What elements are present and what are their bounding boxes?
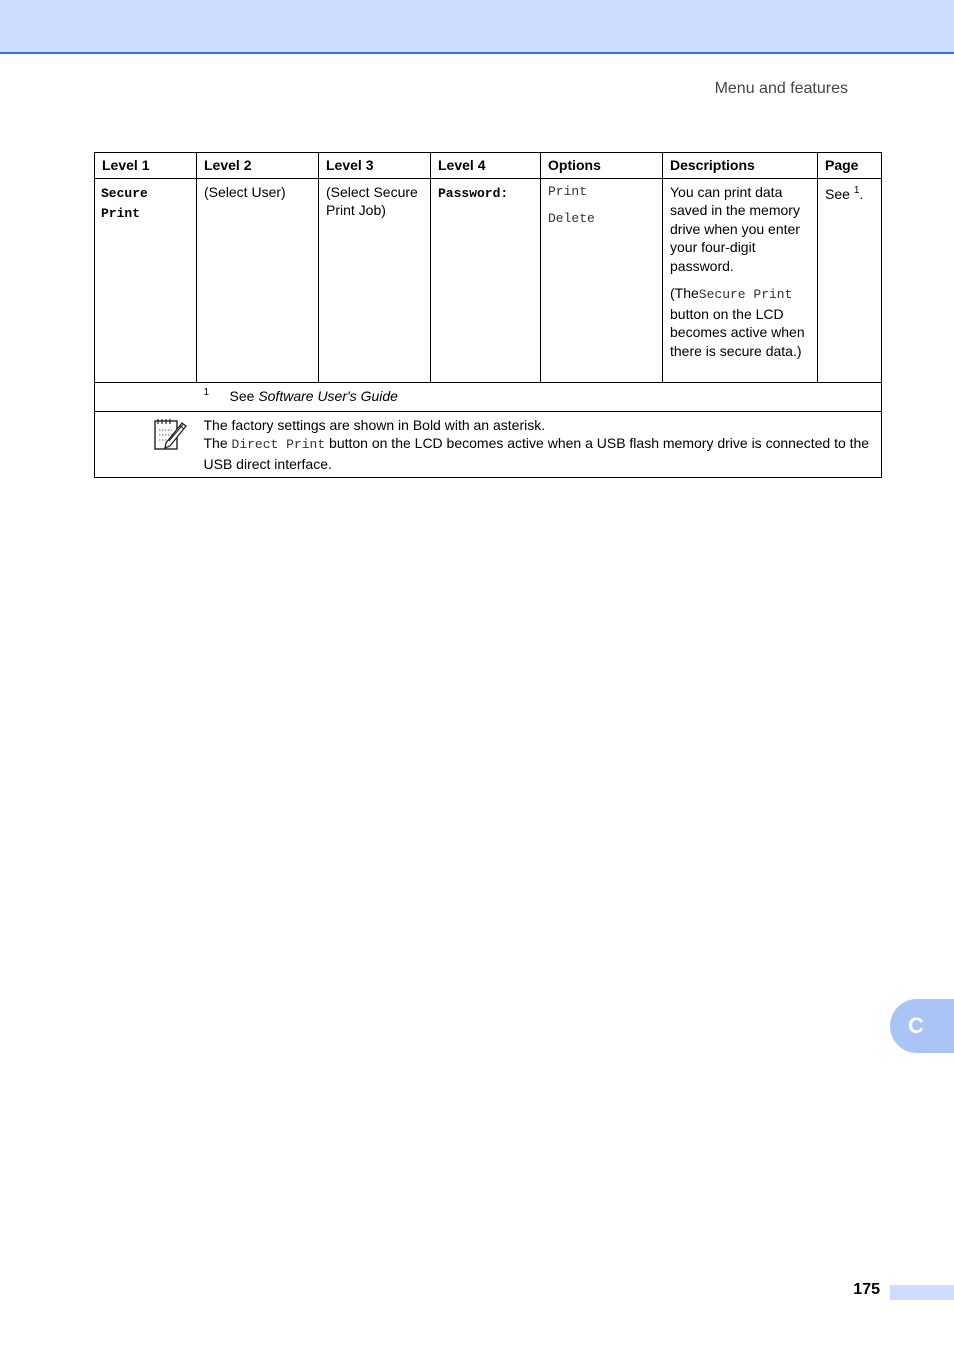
header-band — [0, 0, 954, 54]
note-line2-prefix: The — [203, 435, 232, 451]
page-number-bar — [890, 1285, 954, 1300]
footnote-prefix: See — [229, 387, 259, 404]
note-pencil-icon — [152, 416, 188, 452]
level4-value: Password: — [438, 185, 509, 201]
note-text-cell — [197, 411, 882, 478]
footnote-spacer — [95, 382, 197, 411]
note-line2-suffix: button on the LCD becomes active when a USB flash memory drive is connected to the USB direct interface. — [203, 435, 870, 472]
column-header-level1: Level 1 — [95, 153, 197, 179]
cell-level2: (Select User) — [197, 178, 319, 382]
column-header-page: Page — [818, 153, 882, 179]
column-header-descriptions: Descriptions — [663, 153, 818, 179]
page-ref-footnote: 1 — [853, 184, 860, 196]
cell-options — [541, 178, 663, 382]
page-ref-suffix: . — [859, 185, 864, 202]
column-header-level4: Level 4 — [431, 153, 541, 179]
table-row — [95, 178, 882, 382]
footnote-mark: 1 — [203, 386, 210, 398]
description-p2-prefix: (The — [670, 285, 699, 301]
page-ref-prefix: See — [825, 185, 854, 202]
cell-description — [663, 178, 818, 382]
table-header-row — [95, 153, 882, 179]
note-icon-cell — [95, 411, 197, 478]
level1-value: Secure Print — [101, 185, 148, 221]
cell-level3: (Select Secure Print Job) — [319, 178, 431, 382]
running-title: Menu and features — [714, 80, 848, 97]
chapter-tab — [890, 999, 954, 1053]
menu-table — [94, 152, 882, 478]
chapter-tab-letter: C — [908, 1013, 924, 1038]
column-header-level3: Level 3 — [319, 153, 431, 179]
option-print: Print — [548, 183, 588, 199]
description-p2-suffix: button on the LCD becomes active when there is secure data.) — [670, 305, 805, 359]
column-header-options: Options — [541, 153, 663, 179]
cell-level4 — [431, 178, 541, 382]
page-number: 175 — [853, 1281, 880, 1298]
description-paragraph-2 — [670, 284, 810, 360]
cell-level1 — [95, 178, 197, 382]
cell-page — [818, 178, 882, 382]
note-line2-code: Direct Print — [231, 437, 326, 452]
footnote-guide: Software User's Guide — [258, 387, 398, 404]
description-paragraph-1: You can print data saved in the memory drive when you enter your four-digit password. — [670, 183, 800, 274]
note-row — [95, 411, 882, 478]
footnote-row — [95, 382, 882, 411]
footnote-cell — [197, 382, 882, 411]
note-line-1: The factory settings are shown in Bold with an asterisk. — [203, 416, 546, 433]
description-p2-code: Secure Print — [698, 287, 793, 302]
option-delete: Delete — [548, 211, 595, 226]
column-header-level2: Level 2 — [197, 153, 319, 179]
note-line-2 — [204, 434, 875, 473]
